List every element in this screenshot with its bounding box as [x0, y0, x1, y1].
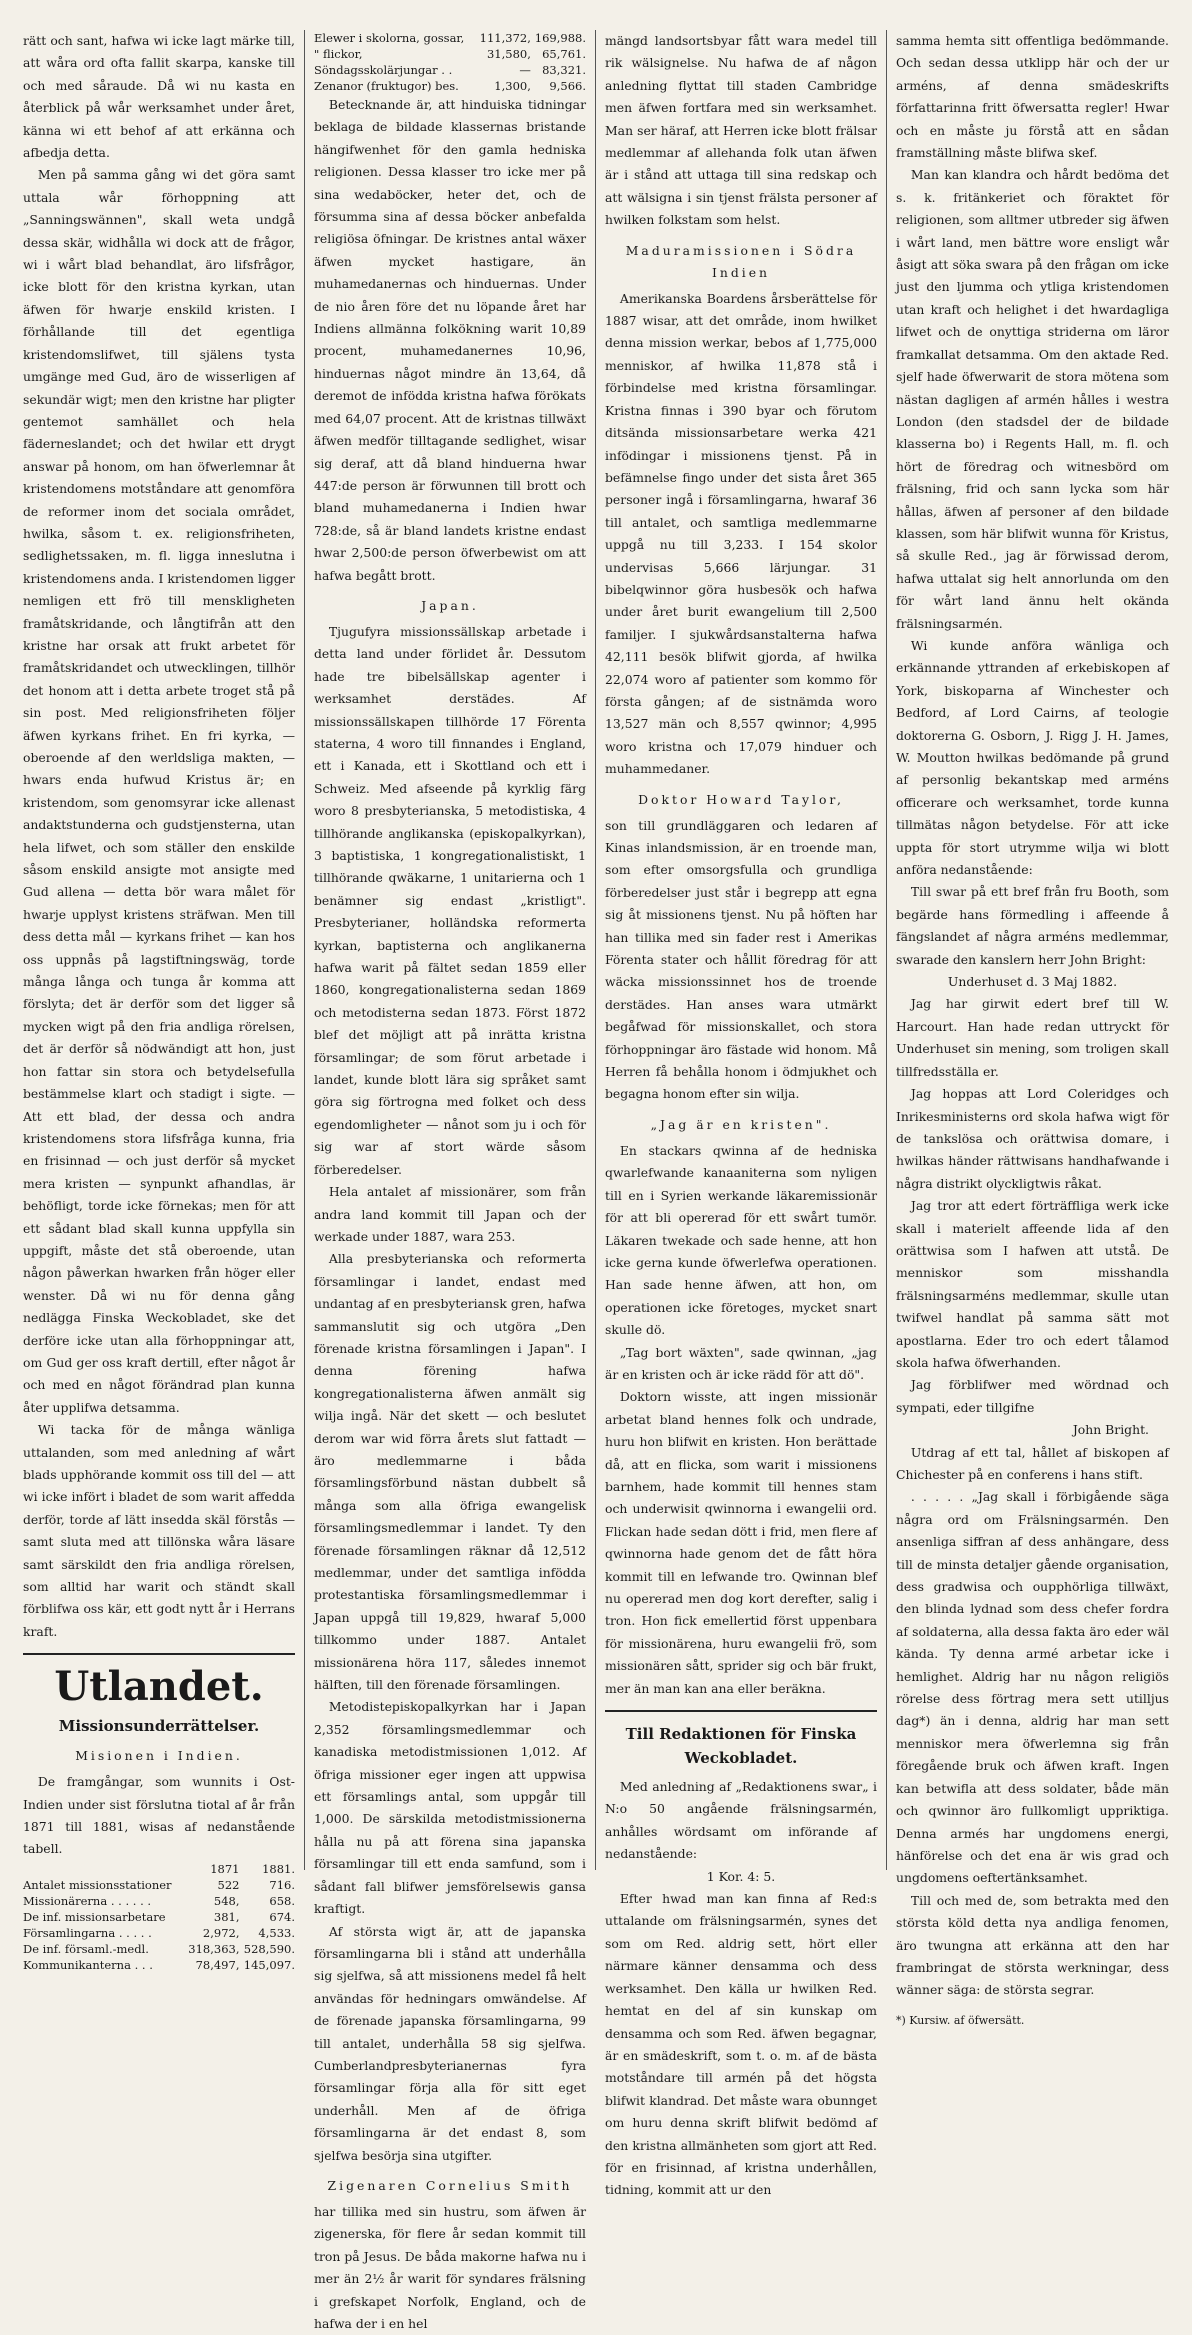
section-title-kristen: „Jag är en kristen". [650, 1116, 832, 1132]
paragraph: Af största wigt är, att de japanska församlingarna bli i stånd att underhålla sig sjelfwa, så att missionens medel få helt användas för hedningars omwändelse. Af de förenade japanska församlingarna, 99 till antalet, underhålla 58 sig sjelfwa. Cumberlandpresbyterianernas fyra församlingar förja alla för sitt eget underhåll. Men af de öfriga församlingarna är det endast 8, som sjelfwa besörja sina utgifter. [314, 1923, 586, 2163]
table-row: Missionärerna . . . . . . 548, 658. [23, 1893, 295, 1908]
paragraph: Efter hwad man kan finna af Red:s uttalande om frälsningsarmén, synes det som om Red. aldrig sett, hört eller närmare känner densamma och dess werksamhet. Den källa ur hwilken Red. hemtat en del af sin kunskap om densamma och som Red. äfwen begagnar, är en smädeskrift, som t. o. m. af de bästa motståndare till armén på det högsta blifwit klandrad. Det måste wara obunnget om huru denna skrift blifwit bedömd af den kristna allmänheten som gjort att Red. för en frisinnad, af kristna underhållen, tidning, kommit att ur den [605, 1891, 877, 2198]
table-row: Zenanor (fruktugor) bes. 1,300, 9,566. [314, 79, 586, 93]
table-header-row [23, 1861, 295, 1877]
paragraph: Man kan klandra och hårdt bedöma det s. k. fritänkeriet och föraktet för religionen, som alltmer utbreder sig äfwen i wårt land, men bättre wore ensligt wår åsigt att söka swara på den frågan om icke just den ljumma och ytliga kristendomen utan kraft och helighet i det hwardagliga lifwet och de onyttiga striderna om läror framkallat detsamma. Om den aktade Red. sjelf hade öfwerwarit de stora mötena som nästan dagligen af armén hålles i westra London (den stadsdel der de bildade klasserna bo) i Regents Hall, m. fl. och hört de föredrag och witnesbörd om frälsning, frid och sann lycka som här hållas, äfwen af personer af den bildade klassen, som här blifwit wunna för Kristus, så skulle Red., jag är förwissad derom, hafwa uttalat sig helt annorlunda om den för wårt land ännu helt okända frälsningsarmén. [896, 167, 1169, 631]
paragraph: Betecknande är, att hinduiska tidningar beklaga de bildade klassernas bristande hängifwenhet för den gamla hedniska religionen. Dessa klasser tro icke mer på sina wedaböcker, heter det, och de försumma sina af dessa böcker anbefalda religiösa öfningar. De kristnes antal wäxer äfwen mycket hastigare, än muhamedanernas och hinduernas. Under de nio åren före det nu löpande året har Indiens allmänna folkökning warit 10,89 procent, muhamedanernes 10,96, hinduernas något mindre än 13,64, då deremot de infödda kristna hafwa förökats med 64,07 procent. Att de kristnas tillwäxt äfwen medför tilltagande sedlighet, wisar sig deraf, att då bland hinduerna hwar 447:de person är förwunnen till brott och bland muhamedanerna i Indien hwar 728:de, så är bland landets kristne endast hwar 2,500:de person öfwerbewist om att hafwa begått brott. [314, 97, 586, 583]
paragraph: Jag har girwit edert bref till W. Harcourt. Han hade redan uttryckt för Underhuset sin mening, som troligen skall tillfredsställa er. [896, 996, 1169, 1079]
section-title-smith: Zigenaren Cornelius Smith [327, 2177, 573, 2193]
letter-heading: Till Redaktionen för Finska Weckobladet. [625, 1725, 857, 1768]
paragraph: Jag hoppas att Lord Coleridges och Inrikesministerns ord skola hafwa wigt för de tankslösa och orättwisa domare, i hwilkas händer rättwisans handhafwande i några distrikt olyckligtwis råkat. [896, 1086, 1169, 1191]
column-1 [14, 30, 305, 1972]
statistics-table [23, 1861, 295, 1973]
paragraph: Doktorn wisste, att ingen missionär arbetat bland hennes folk och undrade, huru hon blifwit en kristen. Hon berättade då, att en flicka, som warit i missionens barnhem, hade kommit till hennes stam och underwisit qwinnorna i ewangelii ord. Flickan hade sedan dött i frid, men flere af qwinnorna hade genom det de fått höra kommit till en lefwande tro. Qwinnan blef nu opererad men dog kort derefter, salig i tron. Hon fick emellertid först uppenbara för missionärena, huru ewangelii frö, som missionären sått, sprider sig och bär frukt, mer än man kan ana eller beräkna. [605, 1389, 877, 1696]
section-title-japan: Japan. [421, 597, 479, 613]
table-row: De inf. missionsarbetare 381, 674. [23, 1909, 295, 1924]
paragraph: „Tag bort wäxten", sade qwinnan, „jag är en kristen och är icke rädd för att dö". [605, 1344, 877, 1382]
paragraph: Jag förblifwer med wördnad och sympati, eder tillgifne [896, 1377, 1169, 1415]
signature: John Bright. [1072, 1422, 1149, 1438]
paragraph: De framgångar, som wunnits i Ost-Indien under sist förslutna tiotal af år från 1871 till 1881, wisas af nedanstående tabell. [23, 1774, 295, 1857]
paragraph: Med anledning af „Redaktionens swar„ i N:o 50 angående frälsningsarmén, anhålles wördsamt om införande af nedanstående: [605, 1779, 877, 1862]
divider [23, 1653, 295, 1655]
section-title-india: Misionen i Indien. [75, 1748, 243, 1764]
paragraph: Men på samma gång wi det göra samt uttala wår förhoppning att „Sanningswännen", skall weta undgå dessa skär, widhålla wi dock att de frågor, wi i wårt blad behandlat, äro lifsfrågor, icke blott för den kristna kyrkan, utan äfwen för hwarje enskild kristen. I förhållande till det egentliga kristendomslifwet, till själens tysta umgänge med Gud, äro de wisserligen af sekundär wigt; men den kristne har pligter gentemot samhället och hela fäderneslandet; och det hwilar ett drygt answar på honom, om han öfwerlemnar åt kristendomens motståndare att genomföra de reformer inom det sociala området, hwilka, såsom t. ex. religionsfriheten, sedlighetssaken, m. fl. ligga inneslutna i kristendomens anda. I kristendomen ligger nemligen ett frö till menskligheten framåtskridande, och långtifrån att den kristne har orsak att frukt arbetet för framåtskridandet och utwecklingen, tillhör det honom att i detta arbete troget stå på sin post. Med religionsfriheten följer äfwen kyrkans frihet. En fri kyrka, — oberoende af den werldsliga makten, — hwars enda hufwud Kristus är; en kristendom, som genomsyrar icke allenast andaktstunderna och gudstjensterna, utan hela lifwet, och som ställer den enskilde såsom enskild ansigte mot ansigte med Gud allena — detta bör wara målet för hwarje upplyst kristens sträfwan. Men till dess detta mål — kyrkans frihet — kan hos oss uppnås på lagstiftningswäg, torde många långa och tunga år komma att förslyta; det är derför som det ligger så mycken wigt på den fria andliga rörelsen, det är derför så nödwändigt att hon, just hon fattar sin stora och betydelsefulla bestämmelse klart och stadigt i sigte. — Att ett blad, der dessa och andra kristendomens stora lifsfråga kunna, fria en frisinnad — och just derför så mycket mera kristen — synpunkt afhandlas, är behöfligt, torde icke förnekas; men för att ett sådant blad skall kunna uppfylla sin uppgift, måste det stå oberoende, utan någon påwerkan hwarken från höger eller wenster. Då wi nu för denna gång nedlägga Finska Weckobladet, ske det derföre icke utan alla förhoppningar att, om Gud ger oss kraft dertill, efter något år och med en något förändrad plan kunna åter upplifwa detsamma. [23, 167, 295, 1415]
paragraph: Hela antalet af missionärer, som från andra land kommit till Japan och der werkade under 1887, wara 253. [314, 1184, 586, 1244]
paragraph: . . . . . „Jag skall i förbigående säga några ord om Frälsningsarmén. Den ansenliga siffran af dess anhängare, dess till de minsta detaljer gående organisation, dess gradwisa och oupphörliga tillwäxt, den blinda lydnad som dess chefer fordra af soldaterna, alla dessa fakta äro eder wäl kända. Ty denna armé arbetar icke i hemlighet. Aldrig har nu någon religiös rörelse dess förtrag mera sett utilljus dag*) än i denna, aldrig har man sett menniskor mera öfwerlemna sig från föregående bruk och äfwen kraft. Ingen kan betwifla att dess soldater, både män och qwinnor äro fullkomligt uppriktiga. Denna armés har ungdomens energi, hänförelse och det ena är wis grad och ungdomens oeftertänksamhet. [896, 1489, 1169, 1886]
table-row: Kommunikanterna . . . 78,497, 145,097. [23, 1957, 295, 1972]
table-row: Församlingarna . . . . . 2,972, 4,533. [23, 1925, 295, 1940]
paragraph: son till grundläggaren och ledaren af Kinas inlandsmission, är en troende man, som efter omsorgsfulla och grundliga förberedelser just står i begrepp att egna sig åt missionens tjenst. Nu på höften har han tillika med sin fader rest i Amerikas Förenta stater och hållit föredrag för att wäcka missionssinnet hos de troende derstädes. Han anses wara utmärkt begåfwad för missionskallet, och stora förhoppningar äro fästade wid honom. Må Herren få behålla honom i ödmjukhet och begagna honom efter sin wilja. [605, 817, 877, 1102]
divider [605, 1710, 877, 1712]
table-row: Söndagsskolärjungar . . — 83,321. [314, 63, 586, 77]
paragraph: mängd landsortsbyar fått wara medel till rik wälsignelse. Nu hafwa de af någon anledning flyttat till staden Cambridge men äfwen fortfara med sin werksamhet. Man ser häraf, att Herren icke blott frälsar medlemmar af allehanda folk utan äfwen är i stånd att uttaga till sina redskap och att wälsigna i sin tjenst frälsta personer af hwilken folkstam som helst. [605, 33, 877, 228]
paragraph: Alla presbyterianska och reformerta församlingar i landet, endast med undantag af en presbyteriansk gren, hafwa sammanslutit sig och utgöra „Den förenade kristna församlingen i Japan". I denna förening hafwa kongregationalisterna äfwen anmält sig wilja ingå. När det skett — och beslutet derom war wid förra årets slut fattadt — äro medlemmarne i båda församlingsförbund nästan dubbelt så många som alla öfriga ewangelisk församlingsmedlemmar i landet. Ty den förenade församlingen räknar då 12,512 medlemmar, under det samtliga infödda protestantiska församlingsmedlemmar i Japan uppgå till 19,829, hwaraf 5,000 tillkommo under 1887. Antalet missionärena höra 117, således innemot hälften, till den förenade församlingen. [314, 1251, 586, 1693]
footnote: *) Kursiw. af öfwersätt. [896, 2013, 1025, 2027]
paragraph: Jag tror att edert förträffliga werk icke skall i materielt affeende lida af den orättwisa som I hafwen att utstå. De menniskor som misshandla frälsningsarméns medlemmar, skulle utan twifwel handlat på samma sätt mot apostlarna. Eder tro och edert tålamod skola hafwa öfwerhanden. [896, 1198, 1169, 1370]
paragraph: Amerikanska Boardens årsberättelse för 1887 wisar, att det område, inom hwilket denna mission werkar, bebos af 1,775,000 menniskor, af hwilka 11,878 stå i förbindelse med kristna församlingar. Kristna finnas i 390 byar och förutom ditsända missionsarbetare werka 421 infödingar i missionens tjenst. På in befämnelse fingo under det sista året 365 personer ingå i församlingarna, hwaraf 36 till antalet, och samtliga medlemmarne uppgå nu till 3,233. I 154 skolor undervisas 5,666 lärjungar. 31 bibelqwinnor göra husbesök och hafwa under året burit ewangelium till 2,500 familjer. I sjukwårdsanstalterna hafwa 42,111 besök blifwit gjorda, af hwilka 22,074 woro af patienter som kommo för första gången; af de sistnämda woro 13,527 män och 8,557 qwinnor; 4,995 woro kristna och 17,079 hinduer och muhammedaner. [605, 290, 877, 777]
section-heading-utlandet: Utlandet. [54, 1663, 264, 1711]
paragraph: Wi kunde anföra wänliga och erkännande yttranden af erkebiskopen af York, biskoparna af Winchester och Bedford, af Lord Cairns, af teologie doktorerna G. Osborn, J. Rigg J. H. James, W. Moutton hwilkas bedömande på grund af personlig bekantskap med arméns officerare och werksamhet, torde kunna tillmätas någon betydelse. För att icke uppta för stort utrymme wilja wi blott anföra nedanstående: [896, 637, 1169, 878]
table-row: Antalet missionsstationer 522 716. [23, 1877, 295, 1892]
paragraph: Wi tacka för de många wänliga uttalanden, som med anledning af wårt blads upphörande kommit oss till del — att wi icke infört i bladet de som warit affedda derför, torde af lätt insedda skäl förstås — samt sluta med att tillönska wåra läsare samt särskildt den fria andliga rörelsen, som alltid har warit och ständt skall förblifwa oss kär, ett godt nytt år i Herrans kraft. [23, 1422, 295, 1639]
section-title-taylor: Doktor Howard Taylor, [638, 791, 844, 807]
letter-dateline: Underhuset d. 3 Maj 1882. [947, 974, 1118, 990]
paragraph: Till swar på ett bref från fru Booth, som begärde hans förmedling i affeende å fängslandet af några arméns medlemmar, swarade den kanslern herr John Bright: [896, 884, 1169, 967]
newspaper-page [14, 30, 1178, 2331]
paragraph: Utdrag af ett tal, hållet af biskopen af Chichester på en conferens i hans stift. [896, 1444, 1169, 1482]
paragraph: Tjugufyra missionssällskap arbetade i detta land under förlidet år. Dessutom hade tre bibelsällskap agenter i werksamhet derstädes. Af missionssällskapen tillhörde 17 Förenta staterna, 4 woro till finnandes i England, ett i Kanada, ett i Skottland och ett i Schweiz. Med afseende på kyrklig färg woro 8 presbyterianska, 5 metodistiska, 4 tillhörande anglikanska (episkopalkyrkan), 3 baptistiska, 1 kongregationalistiskt, 1 tillhörande qwäkarne, 1 unitarierna och 1 benämner sig endast „kristligt". Presbyterianer, holländska reformerta kyrkan, baptisterna och anglikanerna hafwa warit på fältet sedan 1859 eller 1860, kongregationalisterna sedan 1869 och metodisterna sedan 1873. Först 1872 blef det möjligt att på inrätta kristna församlingar; de som förut arbetade i landet, kunde blott lära sig språket samt göra sig förtrogna med folket och dess egendomligheter — nånot som ju i och för sig war af stort wärde såsom förberedelser. [314, 623, 586, 1177]
table-row: Elewer i skolorna, gossar, 111,372, 169,988. [314, 31, 586, 45]
table-row: De inf. församl.-medl. 318,363, 528,590. [23, 1941, 295, 1956]
paragraph: Metodistepiskopalkyrkan har i Japan 2,352 församlingsmedlemmar och kanadiska metodistmissionen 1,012. Af öfriga missioner eger ingen att uppwisa ett församlings antal, som uppgår till 1,000. De särskilda metodistmissionerna hålla nu på att förena sina japanska församlingar till ett enda samfund, som i sådant fall blifwer jemsförelsewis gansa kraftigt. [314, 1699, 586, 1917]
paragraph: Till och med de, som betrakta med den största köld detta nya andliga fenomen, äro twungna att erkänna att den har frambringat de största werkningar, dess wänner säga: de största segrar. [896, 1892, 1169, 1998]
paragraph: En stackars qwinna af de hedniska qwarlefwande kanaaniterna som nyligen till en i Syrien werkande läkaremissionär för att bli opererad för ett swårt tumör. Läkaren twekade och sade henne, att hon icke gerna kunde öfwerlefwa operationen. Han sade henne äfwen, att hon, om operationen icke företoges, mycket snart skulle dö. [605, 1142, 877, 1338]
paragraph: samma hemta sitt offentliga bedömmande. Och sedan dessa utklipp här och der ur arméns, af denna smädeskrifts författarinna fritt öfwersatta regler! Hwar och en måste ju förstå att en sådan framställning måste blifwa skef. [896, 33, 1169, 161]
column-3 [596, 30, 887, 2198]
table-year: 1871 [210, 1861, 240, 1876]
section-title-madura: Maduramissionen i Södra Indien [625, 242, 857, 280]
table-row: " flickor, 31,580, 65,761. [314, 47, 586, 61]
column-4 [887, 30, 1178, 2027]
bible-reference: 1 Kor. 4: 5. [706, 1868, 776, 1884]
paragraph: har tillika med sin hustru, som äfwen är zigenerska, för flere år sedan kommit till tron på Jesus. De båda makorne hafwa nu i mer än 2½ år warit för syndares frälsning i grefskapet Norfolk, England, och de hafwa der i en hel [314, 2203, 586, 2331]
subheading-missions: Missionsunderrättelser. [58, 1717, 260, 1736]
statistics-table-continued [314, 30, 586, 94]
table-year: 1881. [262, 1861, 295, 1876]
column-2 [305, 30, 596, 2331]
paragraph: rätt och sant, hafwa wi icke lagt märke till, att wåra ord ofta fallit skarpa, kanske till och med såraude. Då wi nu kasta en återblick på wår werksamhet under året, känna wi ett behof af att erkänna och afbedja detta. [23, 33, 295, 161]
